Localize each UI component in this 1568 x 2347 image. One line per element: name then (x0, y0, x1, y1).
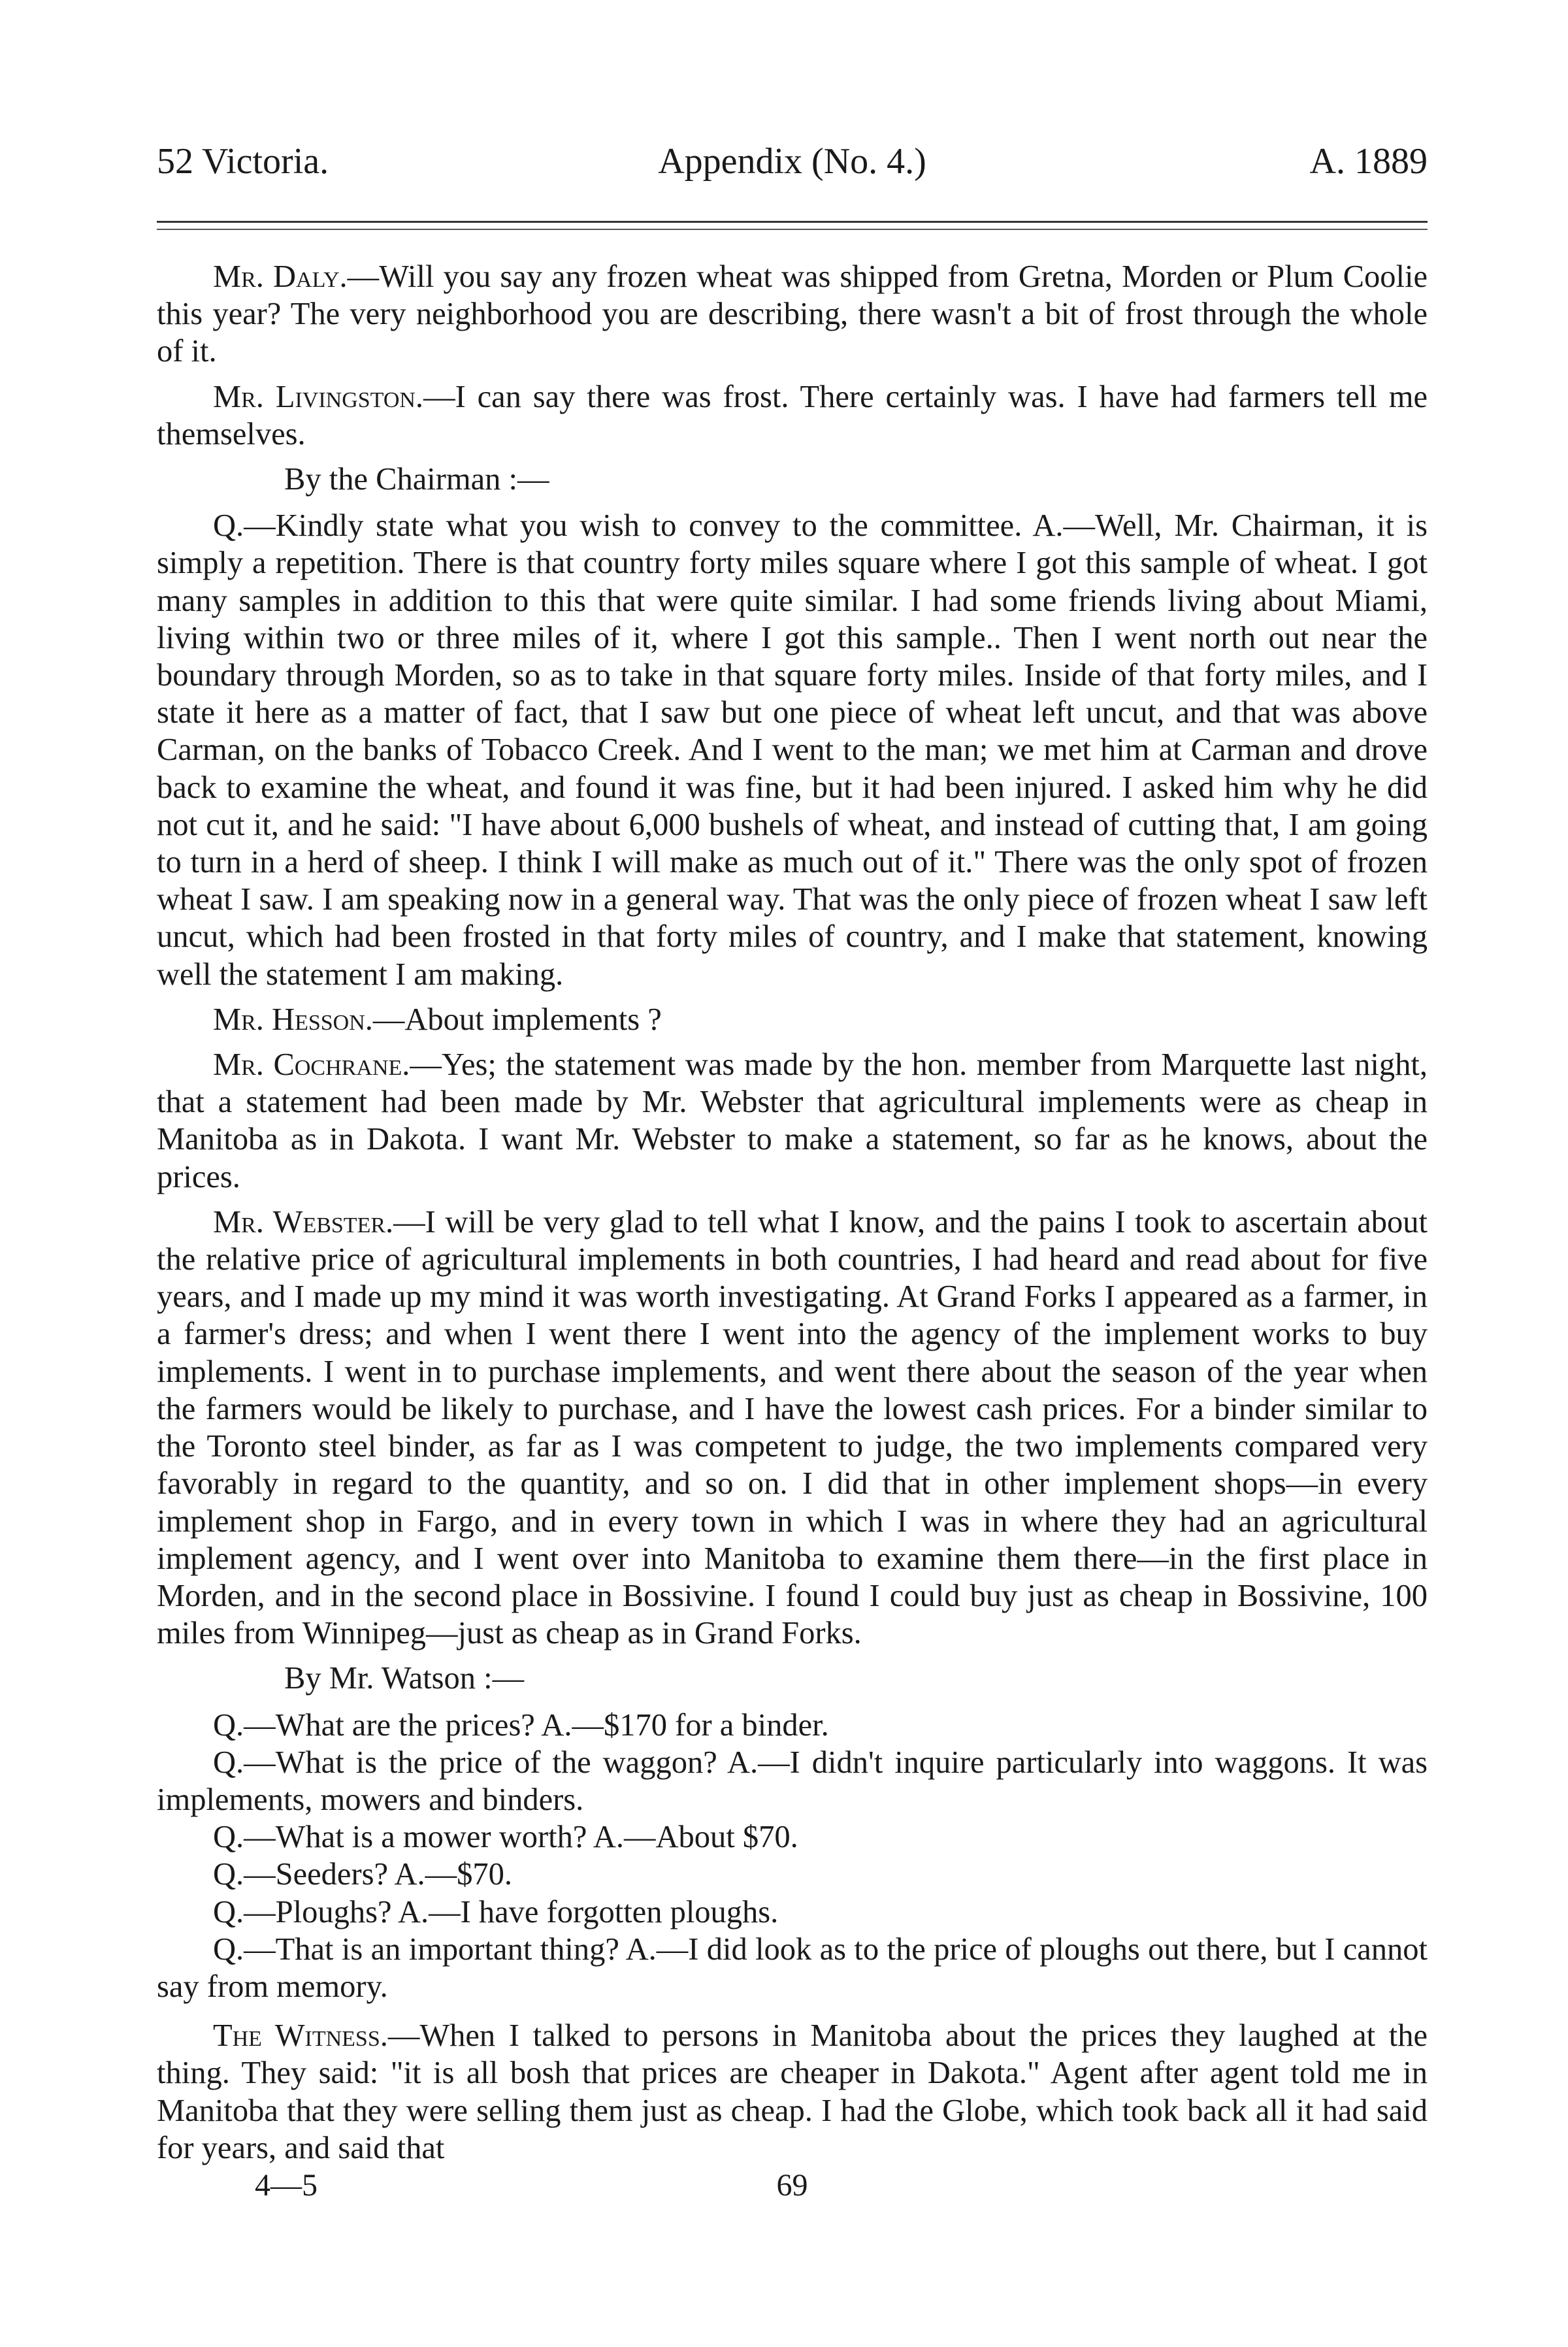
qa-line: Q.—What is the price of the waggon? A.—I didn't inquire particularly into waggons. It was implements, mowers and binders. (157, 1745, 1428, 1817)
header-appendix: Appendix (No. 4.) (658, 141, 926, 182)
paragraph-hesson (157, 1001, 1428, 1038)
paragraph-text: —About implements ? (372, 1002, 662, 1037)
qa-line: Q.—That is an important thing? A.—I did look as to the price of ploughs out there, but I cannot say from memory. (157, 1931, 1428, 2004)
page-header (157, 139, 1428, 184)
qa-line: Q.—What are the prices? A.—$170 for a binder. (213, 1707, 829, 1743)
paragraph-cochrane (157, 1046, 1428, 1196)
paragraph-text: —Will you say any frozen wheat was shipped from Gretna, Morden or Plum Coolie this year? The very neighborhood you are describing, there wasn't a bit of frost through the whole of it. (157, 259, 1428, 369)
paragraph-text: —Yes; the statement was made by the hon. member from Marquette last night, that a statement had been made by Mr. Webster that agricultural implements were as cheap in Manitoba as in Dakota. I want Mr. Webster to make a statement, so far as he knows, about the prices. (157, 1047, 1428, 1194)
examiner-heading-chairman: By the Chairman :— (284, 462, 549, 497)
paragraph-text: —I can say there was frost. There certainly was. I have had farmers tell me themselves. (157, 379, 1428, 451)
paragraph-webster (157, 1204, 1428, 1652)
page-number: 69 (776, 2168, 808, 2203)
examiner-heading-watson: By Mr. Watson :— (284, 1661, 525, 1696)
qa-line: Q.—Seeders? A.—$70. (213, 1857, 512, 1892)
speaker-name: Mr. Cochrane. (213, 1047, 410, 1083)
speaker-name: Mr. Hesson. (213, 1002, 373, 1037)
speaker-name: Mr. Webster. (213, 1204, 394, 1239)
paragraph-text: —I will be very glad to tell what I know, and the pains I took to ascertain about the relative price of agricultural implements in both countries, I had heard and read about for five years, and I made up my mind it was worth investigating. At Grand Forks I appeared as a farmer, in a farmer's dress; and when I went there I went into the agency of the implement works to buy implements. I went in to purchase implements, and went there about the season of the year when the farmers would be likely to purchase, and I have the lowest cash prices. For a binder similar to the Toronto steel binder, as far as I was competent to judge, the two implements compared very favorably in regard to the quantity, and so on. I did that in other implement shops—in every implement shop in Fargo, and in every town in which I was in where they had an agricultural implement agency, and I went over into Manitoba to examine them there—in the first place in Morden, and in the second place in Bossivine. I found I could buy just as cheap in Bossivine, 100 miles from Winnipeg—just as cheap as in Grand Forks. (157, 1204, 1428, 1651)
paragraph-text: —When I talked to persons in Manitoba about the prices they laughed at the thing. They said: "it is all bosh that prices are cheaper in Dakota." Agent after agent told me in Manitoba that they were selling them just as cheap. I had the Globe, which took back all it had said for years, and said that (157, 2018, 1428, 2165)
page-footer (157, 2166, 1428, 2205)
qa-line: Q.—What is a mower worth? A.—About $70. (213, 1820, 798, 1855)
header-rule-secondary (157, 229, 1428, 230)
header-year: A. 1889 (1309, 141, 1428, 182)
speaker-name: Mr. Daly. (213, 259, 348, 294)
paragraph-chairman-answer: Q.—Kindly state what you wish to convey to the committee. A.—Well, Mr. Chairman, it is simply a repetition. There is that country forty miles square where I got this sample of wheat. I got many samples in addition to this that were quite similar. I had some friends living about Miami, living within two or three miles of it, where I got this sample.. Then I went north out near the boundary through Morden, so as to take in that square forty miles. Inside of that forty miles, and I state it here as a matter of fact, that I saw but one piece of wheat left uncut, and that was above Carman, on the banks of Tobacco Creek. And I went to the man; we met him at Carman and drove back to examine the wheat, and found it was fine, but it had been injured. I asked him why he did not cut it, and he said: "I have about 6,000 bushels of wheat, and instead of cutting that, I am going to turn in a herd of sheep. I think I will make as much out of it." There was the only spot of frozen wheat I saw. I am speaking now in a general way. That was the only piece of frozen wheat I saw left uncut, which had been frosted in that forty miles of country, and I make that statement, knowing well the statement I am making. (157, 508, 1428, 992)
page-body (157, 258, 1428, 2175)
paragraph-witness (157, 2017, 1428, 2167)
qa-line: Q.—Ploughs? A.—I have forgotten ploughs. (213, 1894, 779, 1929)
speaker-name: Mr. Livingston. (213, 379, 424, 414)
speaker-name: The Witness. (213, 2018, 388, 2054)
paragraph-livingston (157, 378, 1428, 453)
header-session: 52 Victoria. (157, 141, 329, 182)
footer-signature-mark: 4—5 (255, 2168, 318, 2203)
paragraph-daly (157, 258, 1428, 370)
header-rule (157, 221, 1428, 223)
